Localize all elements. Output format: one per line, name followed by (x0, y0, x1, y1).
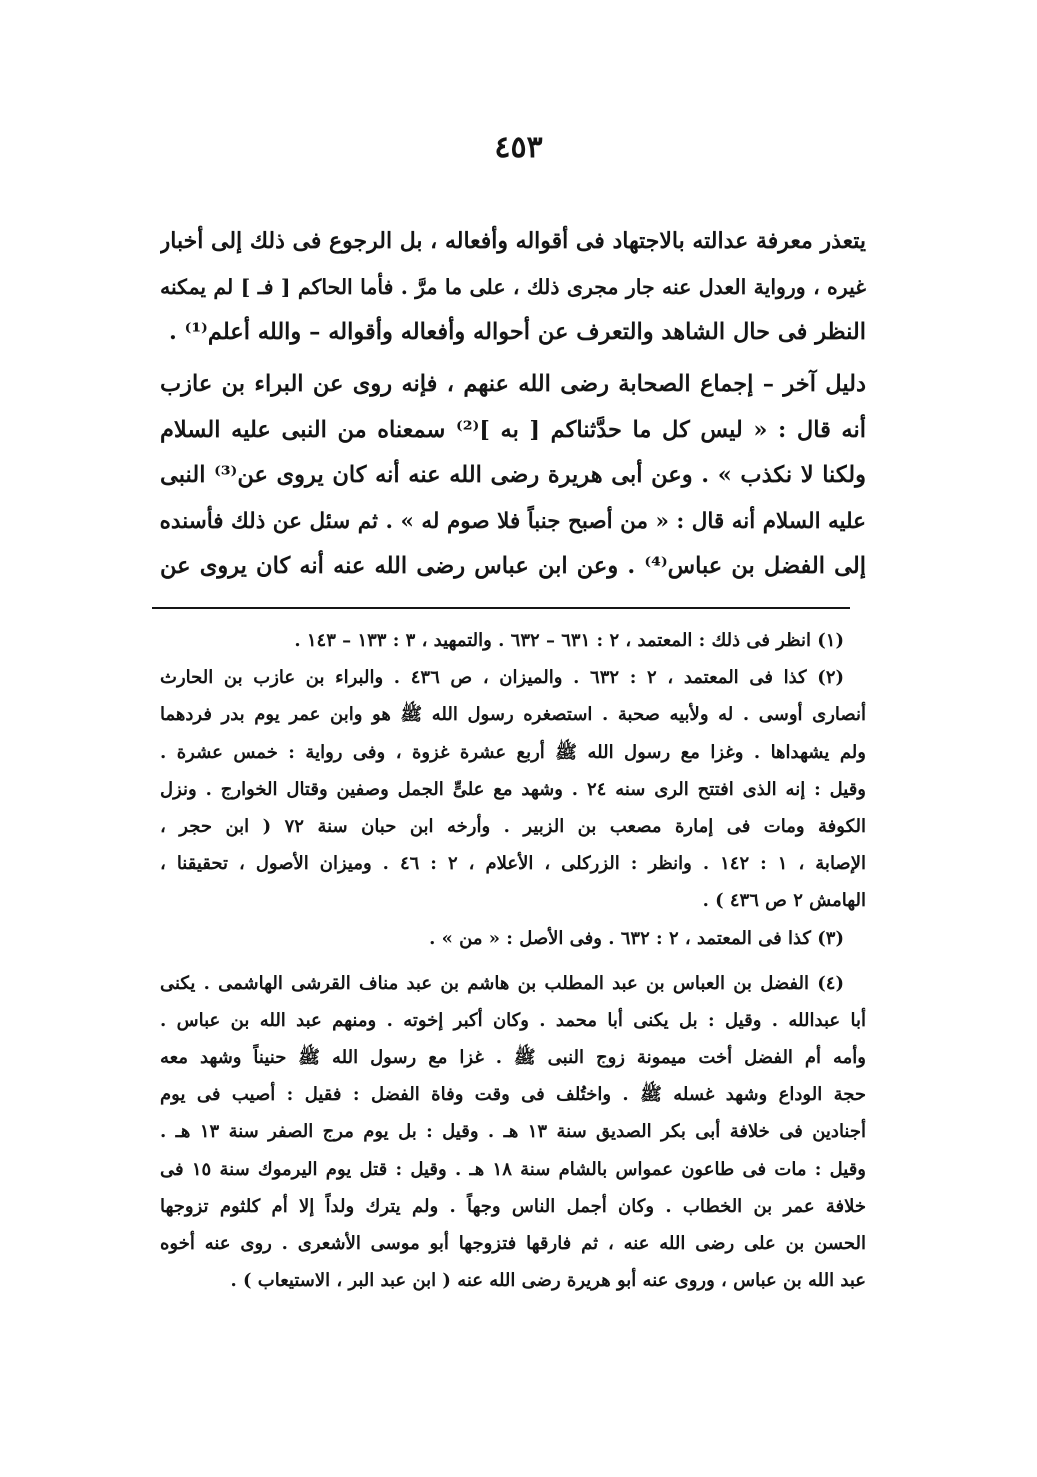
text-line: يتعذر معرفة عدالته بالاجتهاد فى أقواله وأفعاله ، بل الرجوع فى ذلك إلى أخبار (160, 228, 866, 254)
footnotes (160, 622, 866, 1299)
footnote-line: خلافة عمر بن الخطاب . وكان أجمل الناس وجهاً . ولم يترك ولداً إلا أم كلثوم تزوجها (160, 1195, 866, 1217)
text-line: أنه قال : « ليس كل ما حدَّثناكم [ به ]⁽²⁾ سمعناه من النبى عليه السلام (160, 416, 866, 443)
text-line: دليل آخر – إجماع الصحابة رضى الله عنهم ، فإنه روى عن البراء بن عازب (160, 371, 866, 397)
footnote-1 (160, 622, 866, 659)
text-line: عليه السلام أنه قال : « من أصبح جنباً فلا صوم له » . ثم سئل عن ذلك فأسنده (160, 508, 866, 534)
text-line: إلى الفضل بن عباس⁽⁴⁾ . وعن ابن عباس رضى الله عنه أنه كان يروى عن (160, 553, 866, 579)
footnote-line: الهامش ٢ ص ٤٣٦ ) . (702, 890, 866, 912)
footnote-spacer (160, 957, 866, 965)
footnote-separator (152, 607, 850, 609)
text-line: غيره ، ورواية العدل عنه جار مجرى ذلك ، على ما مرَّ . فأما الحاكم [ فـ ] لم يمكنه (160, 274, 866, 299)
footnote-line: الحسن بن على رضى الله عنه ، ثم فارقها فتزوجها أبو موسى الأشعرى . روى عنه أخوه (160, 1233, 866, 1254)
footnote-line: أجنادين فى خلافة أبى بكر الصديق سنة ١٣ هـ . وقيل : بل يوم مرج الصفر سنة ١٣ هـ . (160, 1121, 866, 1143)
text-line: ولكنا لا نكذب » . وعن أبى هريرة رضى الله عنه أنه كان يروى عن⁽³⁾ النبى (160, 462, 866, 488)
footnote-line: حجة الوداع وشهد غسله ﷺ . واختُلف فى وقت وفاة الفضل : فقيل : أصيب فى يوم (160, 1084, 866, 1106)
footnote-line: (٢) كذا فى المعتمد ، ٢ : ٦٣٢ . والميزان ، ص ٤٣٦ . والبراء بن عازب بن الحارث (160, 667, 845, 689)
footnote-line: وقيل : مات فى طاعون عمواس بالشام سنة ١٨ هـ . وقيل : قتل يوم اليرموك سنة ١٥ فى (160, 1158, 866, 1180)
footnote-line: وأمه أم الفضل أخت ميمونة زوج النبى ﷺ . غزا مع رسول الله ﷺ حنيناً وشهد معه (160, 1047, 866, 1069)
footnote-4 (160, 965, 866, 1300)
footnote-line: الكوفة ومات فى إمارة مصعب بن الزبير . وأرخه ابن حبان سنة ٧٢ ( ابن حجر ، (160, 815, 866, 837)
text-line: النظر فى حال الشاهد والتعرف عن أحواله وأفعاله وأقواله – والله أعلم⁽¹⁾ . (168, 319, 866, 345)
footnote-line: الإصابة ، ١ : ١٤٢ . وانظر : الزركلى ، الأعلام ، ٢ : ٤٦ . وميزان الأصول ، تحقيقنا ، (160, 853, 866, 875)
footnote-3 (160, 920, 866, 957)
footnote-2 (160, 659, 866, 919)
footnote-line: وقيل : إنه الذى افتتح الرى سنه ٢٤ . وشهد مع علىٍّ الجمل وصفين وقتال الخوارج . ونزل (160, 778, 866, 800)
paragraph-2 (160, 362, 866, 590)
footnote-line: أنصارى أوسى . له ولأبيه صحبة . استصغره رسول الله ﷺ هو وابن عمر يوم بدر فردهما (160, 704, 866, 726)
footnote-line: (١) انظر فى ذلك : المعتمد ، ٢ : ٦٣١ – ٦٣٢ . والتمهيد ، ٣ : ١٣٣ – ١٤٣ . (294, 630, 844, 651)
footnote-line: أبا عبدالله . وقيل : بل يكنى أبا محمد . وكان أكبر إخوته . ومنهم عبد الله بن عباس . (160, 1009, 866, 1031)
footnote-line: (٣) كذا فى المعتمد ، ٢ : ٦٣٢ . وفى الأصل : « من » . (429, 927, 844, 949)
paragraph-1 (160, 219, 866, 356)
page-number: ٤٥٣ (494, 130, 543, 165)
footnote-line: (٤) الفضل بن العباس بن عبد المطلب بن هاشم بن عبد مناف القرشى الهاشمى . يكنى (160, 972, 844, 994)
footnote-line: عبد الله بن عباس ، وروى عنه أبو هريرة رضى الله عنه ( ابن عبد البر ، الاستيعاب ) . (230, 1270, 866, 1292)
footnote-line: ولم يشهداها . وغزا مع رسول الله ﷺ أربع عشرة غزوة ، وفى رواية : خمس عشرة . (160, 741, 866, 763)
